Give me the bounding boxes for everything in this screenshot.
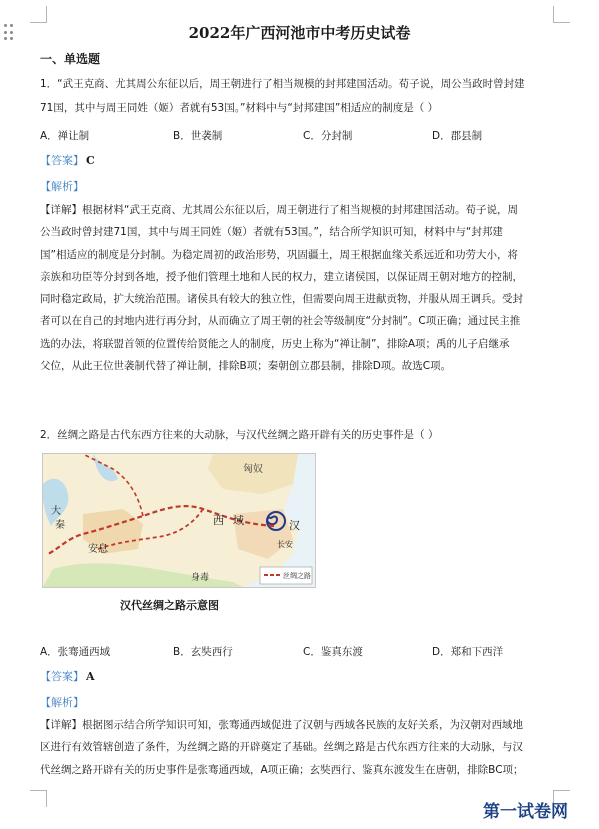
q2-option-b: B．玄奘西行 [173,646,233,658]
answer-label: 【答案】 [40,670,84,683]
q2-analysis-label: 【解析】 [40,696,84,709]
label-yu: 域 [233,514,244,527]
q2-detail-line-1: 【详解】根据图示结合所学知识可知，张骞通西域促进了汉朝与西域各民族的友好关系，为汉朝对西域地 [40,719,523,731]
silk-road-map [42,453,316,588]
q1-option-c: C．分封制 [303,130,353,142]
label-qin: 秦 [55,520,65,531]
detail-label: 【详解】 [40,204,82,216]
q1-detail-line-7: 选的办法，将联盟首领的位置传给贤能之人的制度，历史上称为“禅让制”，排除A项；禹的儿子启继承 [40,337,510,350]
q2-option-c: C．鉴真东渡 [303,646,363,658]
q2-answer [40,668,95,684]
detail-label: 【详解】 [40,719,82,731]
q2-option-d: D．郑和下西洋 [432,646,504,658]
q2-detail-line-3: 代丝绸之路开辟有关的历史事件是张骞通西域，A项正确；玄奘西行、鉴真东渡发生在唐朝，排除BC项； [40,763,524,776]
q1-option-b: B．世袭制 [173,130,223,142]
answer-value: A [86,670,95,683]
q1-detail-line-5: 同时稳定政局，扩大统治范围。诸侯具有较大的独立性，但需要向周王进献贡物，并服从周王调兵。受封 [40,293,523,306]
q1-stem-line-1: 1．“武王克商、尤其周公东征以后，周王朝进行了相当规模的封邦建国活动。荀子说，周公当政时曾封建 [40,78,525,90]
page-title: 2022年广西河池市中考历史试卷 [188,24,411,42]
label-shenu: 身毒 [191,573,210,583]
q1-analysis-label: 【解析】 [40,180,84,193]
label-xiongnu: 匈奴 [243,464,263,475]
legend-label: 丝绸之路 [283,572,311,580]
q1-detail-line-3: 国”相适应的制度是分封制。为稳定周初的政治形势，巩固疆土，周王根据血缘关系远近和功劳大小，将 [40,248,518,261]
answer-value: C [86,154,95,167]
answer-label: 【答案】 [40,154,84,167]
q1-stem-line-2: 71国，其中与周王同姓（姬）者就有53国。”材料中与“封邦建国”相适应的制度是（ ） [40,102,439,114]
label-xi: 西 [213,514,224,527]
q1-detail-line-1: 【详解】根据材料“武王克商、尤其周公东征以后，周王朝进行了相当规模的封邦建国活动。荀子说，周 [40,204,518,216]
q2-option-a: A．张骞通西域 [40,646,111,658]
label-han: 汉 [289,519,300,532]
q1-answer [40,152,95,168]
q1-detail-line-6: 者可以在自己的封地内进行再分封，从而确立了周王朝的社会等级制度“分封制”。C项正确；通过民主推 [40,315,521,328]
crop-mark-top-right [553,6,570,23]
q1-detail [40,199,562,377]
map-caption: 汉代丝绸之路示意图 [120,599,219,612]
q1-detail-line-2: 公当政时曾封建71国，其中与周王同姓（姬）者就有53国。”，结合所学知识可知，材料中与“封邦建 [40,226,503,239]
crop-mark-top-left [30,6,47,23]
q1-detail-line-8: 父位，从此王位世袭制代替了禅让制，排除B项；秦朝创立郡县制，排除D项。故选C项。 [40,360,452,373]
q2-detail [40,714,562,781]
q1-option-a: A．禅让制 [40,130,90,142]
label-changan: 长安 [277,540,293,549]
crop-mark-bottom-left [30,790,47,807]
watermark-logo: 第一试卷网 [483,802,568,822]
q1-option-d: D．郡县制 [432,130,483,142]
section-heading: 一、单选题 [40,52,101,66]
q1-detail-line-4: 亲族和功臣等分封到各地，授予他们管理土地和人民的权力，建立诸侯国，以保证周王朝对地方的控制， [40,270,523,283]
label-anxi: 安息 [88,544,108,555]
label-da: 大 [51,506,61,517]
q2-stem: 2．丝绸之路是古代东西方往来的大动脉，与汉代丝绸之路开辟有关的历史事件是（ ） [40,429,439,441]
q2-detail-line-2: 区进行有效管辖创造了条件，为丝绸之路的开辟奠定了基础。丝绸之路是古代东西方往来的大动脉，与汉 [40,741,523,754]
